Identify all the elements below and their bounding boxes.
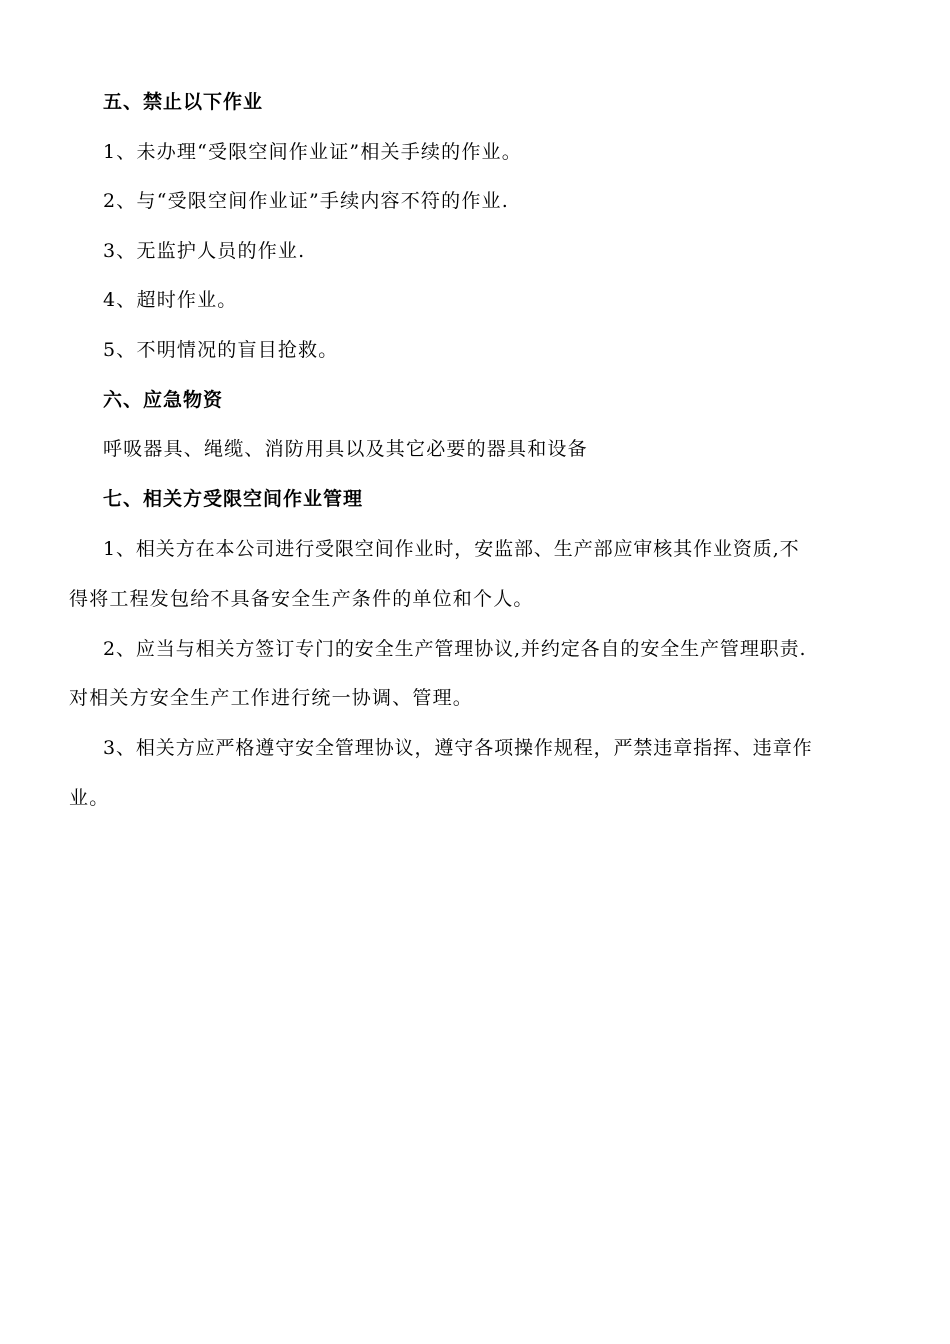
section-7-para-3-line-1: 3、相关方应严格遵守安全管理协议，遵守各项操作规程，严禁违章指挥、违章作 (103, 737, 813, 759)
section-6-heading: 六、应急物资 (103, 389, 224, 411)
section-6-text: 呼吸器具、绳缆、消防用具以及其它必要的器具和设备 (103, 438, 588, 460)
section-7-para-2-line-1: 2、应当与相关方签订专门的安全生产管理协议,并约定各自的安全生产管理职责. (103, 638, 807, 660)
section-5-item-2: 2、与“受限空间作业证”手续内容不符的作业. (103, 190, 509, 212)
section-5-item-3: 3、无监护人员的作业. (103, 240, 306, 262)
section-5-item-4: 4、超时作业。 (103, 289, 238, 311)
section-5-item-1: 1、未办理“受限空间作业证”相关手续的作业。 (103, 141, 522, 163)
section-5-item-5: 5、不明情况的盲目抢救。 (103, 339, 339, 361)
section-7-para-3-line-2: 业。 (69, 787, 110, 809)
section-7-para-2-line-2: 对相关方安全生产工作进行统一协调、管理。 (69, 687, 474, 709)
section-7-para-1-line-2: 得将工程发包给不具备安全生产条件的单位和个人。 (69, 588, 534, 610)
section-7-para-1-line-1: 1、相关方在本公司进行受限空间作业时，安监部、生产部应审核其作业资质,不 (103, 538, 800, 560)
section-7-heading: 七、相关方受限空间作业管理 (103, 488, 364, 510)
section-5-heading: 五、禁止以下作业 (103, 91, 264, 113)
